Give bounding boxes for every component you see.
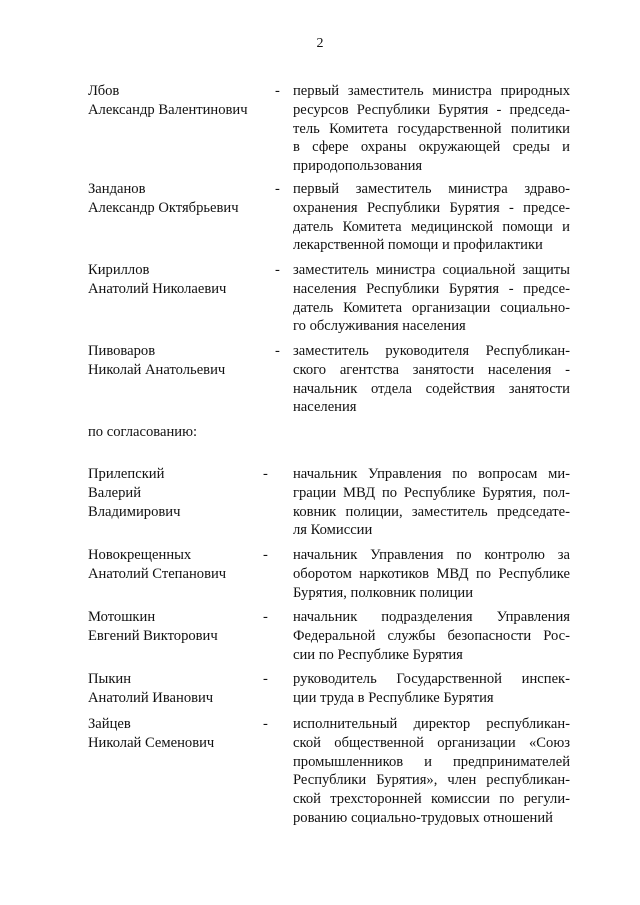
member-dash: -	[263, 671, 268, 687]
member-position-line: первый заместитель министра здраво-	[293, 181, 570, 197]
member-name-line: Занданов	[88, 181, 146, 197]
page-number: 2	[316, 36, 324, 51]
member-position	[293, 546, 570, 602]
member-name	[88, 465, 263, 521]
member-dash: -	[275, 181, 280, 197]
member-position-line: ции труда в Республике Бурятия	[293, 689, 494, 706]
subheading-by-agreement: по согласованию:	[88, 424, 198, 440]
member-position-line: населения Республики Бурятия - предсе-	[293, 280, 570, 297]
member-name	[88, 261, 263, 299]
member-position	[293, 465, 570, 540]
member-name-line: Лбов	[88, 83, 120, 99]
member-name-line: Прилепский	[88, 466, 165, 482]
member-position-line: первый заместитель министра природных	[293, 83, 570, 99]
member-position-line: лекарственной помощи и профилактики	[293, 237, 543, 254]
member-name-line: Анатолий Николаевич	[88, 280, 227, 297]
member-position-line: промышленников и предпринимателей	[293, 753, 570, 770]
member-name-line: Пыкин	[88, 671, 132, 687]
member-position-line: населения	[293, 399, 357, 416]
member-position-line: датель Комитета медицинской помощи и	[293, 218, 570, 235]
member-position-line: заместитель руководителя Республикан-	[293, 343, 570, 359]
member-position-line: ресурсов Республики Бурятия - председа-	[293, 101, 570, 118]
member-dash: -	[275, 83, 280, 99]
member-name-line: Валерий	[88, 484, 142, 501]
member-position-line: Республики Бурятия», член республикан-	[293, 772, 570, 789]
member-name-line: Анатолий Иванович	[88, 689, 214, 706]
member-name-line: Владимирович	[88, 503, 181, 520]
member-position-line: начальник отдела содействия занятости	[293, 380, 570, 397]
member-name-line: Евгений Викторович	[88, 627, 218, 644]
member-position-line: заместитель министра социальной защиты	[293, 262, 570, 278]
member-name	[88, 670, 263, 708]
member-position-line: ской общественной организации «Союз	[293, 734, 570, 751]
member-position-line: в сфере охраны окружающей среды и	[293, 139, 570, 156]
member-name-line: Кириллов	[88, 262, 150, 278]
member-position-line: охранения Республики Бурятия - предсе-	[293, 199, 570, 216]
member-name	[88, 546, 263, 584]
member-name	[88, 180, 263, 218]
member-position-line: рованию социально-трудовых отношений	[293, 809, 553, 826]
member-position	[293, 715, 570, 828]
member-position-line: го обслуживания населения	[293, 318, 466, 335]
member-position-line: ля Комиссии	[293, 522, 373, 539]
member-name-line: Александр Валентинович	[88, 101, 248, 118]
member-name	[88, 342, 263, 380]
member-position-line: датель Комитета организации социально-	[293, 299, 570, 316]
member-dash: -	[263, 547, 268, 563]
member-position-line: исполнительный директор республикан-	[293, 716, 570, 732]
member-dash: -	[263, 609, 268, 625]
member-position-line: руководитель Государственной инспек-	[293, 671, 570, 687]
member-position-line: начальник подразделения Управления	[293, 609, 570, 625]
member-position	[293, 342, 570, 417]
member-dash: -	[263, 466, 268, 482]
member-position-line: начальник Управления по вопросам ми-	[293, 466, 570, 482]
member-name-line: Новокрещенных	[88, 547, 192, 563]
member-dash: -	[275, 343, 280, 359]
member-position-line: тель Комитета государственной политики	[293, 120, 570, 137]
member-dash: -	[263, 716, 268, 732]
member-name-line: Александр Октябрьевич	[88, 199, 239, 216]
member-name	[88, 715, 263, 753]
member-position-line: ского агентства занятости населения -	[293, 361, 570, 378]
member-position	[293, 180, 570, 255]
member-position-line: Федеральной службы безопасности Рос-	[293, 627, 570, 644]
member-position-line: Бурятия, полковник полиции	[293, 584, 474, 601]
member-dash: -	[275, 262, 280, 278]
member-name-line: Анатолий Степанович	[88, 565, 227, 582]
member-name-line: Пивоваров	[88, 343, 156, 359]
member-name-line: Николай Анатольевич	[88, 361, 226, 378]
member-name	[88, 608, 263, 646]
member-position	[293, 608, 570, 664]
member-position	[293, 82, 570, 176]
member-name	[88, 82, 263, 120]
member-position-line: ковник полиции, заместитель председате-	[293, 503, 570, 520]
member-position-line: сии по Республике Бурятия	[293, 646, 463, 663]
member-position-line: грации МВД по Республике Бурятия, пол-	[293, 484, 570, 501]
member-name-line: Зайцев	[88, 716, 131, 732]
member-name-line: Мотошкин	[88, 609, 156, 625]
member-position-line: ской трехсторонней комиссии по регули-	[293, 791, 570, 808]
member-position-line: оборотом наркотиков МВД по Республике	[293, 565, 570, 582]
member-position	[293, 261, 570, 336]
member-position-line: начальник Управления по контролю за	[293, 547, 570, 563]
member-position	[293, 670, 570, 708]
member-position-line: природопользования	[293, 158, 423, 175]
member-name-line: Николай Семенович	[88, 734, 215, 751]
